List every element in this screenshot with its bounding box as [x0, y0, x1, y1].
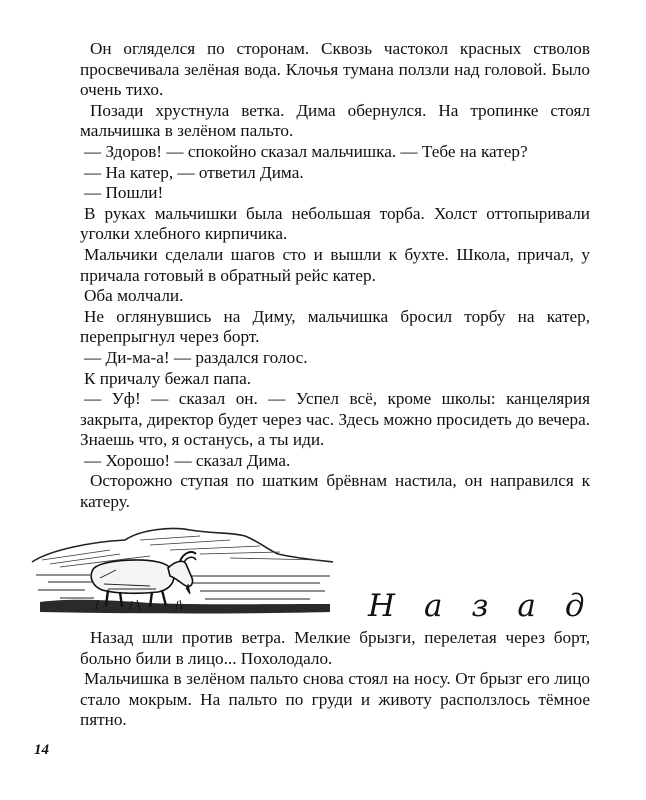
dialogue-line: — Хорошо! — сказал Дима.: [84, 450, 291, 470]
dialogue-line: — Пошли!: [84, 183, 164, 203]
dialogue-line: — Здоров! — спокойно сказал мальчишка. — Тебе на катер?: [84, 141, 528, 161]
paragraph: Не оглянувшись на Диму, мальчишка бросил торбу на катер, перепрыгнул через борт.: [80, 306, 590, 347]
paragraph: Назад шли против ветра. Мелкие брызги, перелетая через борт, больно били в лицо... Похолодало.: [80, 628, 590, 668]
dialogue-line: — Ди-ма-а! — раздался голос.: [84, 347, 308, 367]
paragraph: В руках мальчишки была небольшая торба. Холст оттопыривали уголки хлебного кирпичика.: [80, 203, 590, 244]
paragraph: Мальчики сделали шагов сто и вышли к бухте. Школа, причал, у причала готовый в обратный рейс катер.: [80, 244, 590, 285]
paragraph: К причалу бежал папа.: [84, 368, 252, 388]
goat-on-shore-icon: [30, 520, 335, 620]
paragraph: Позади хрустнула ветка. Дима обернулся. На тропинке стоял мальчишка в зелёном пальто.: [80, 100, 590, 141]
top-text-block: [80, 39, 590, 513]
dialogue-line: — Уф! — сказал он. — Успел всё, кроме школы: канцелярия закрыта, директор будет через час. Здесь можно просидеть до вечера. Знаешь что, я останусь, а ты иди.: [80, 389, 590, 450]
section-title: Назад: [368, 588, 614, 624]
bottom-text-block: [80, 628, 590, 731]
paragraph: Оба молчали.: [84, 286, 184, 306]
dialogue-line: — На катер, — ответил Дима.: [84, 162, 304, 182]
page-number: 14: [34, 742, 49, 758]
paragraph: Мальчишка в зелёном пальто снова стоял на носу. От брызг его лицо стало мокрым. На пальто по груди и животу расползлось тёмное пятно.: [80, 669, 590, 730]
paragraph: Он огляделся по сторонам. Сквозь частокол красных стволов просвечивала зелёная вода. Клочья тумана ползли над головой. Было очень тихо.: [80, 39, 590, 100]
paragraph: Осторожно ступая по шатким брёвнам настила, он направился к катеру.: [80, 471, 590, 512]
